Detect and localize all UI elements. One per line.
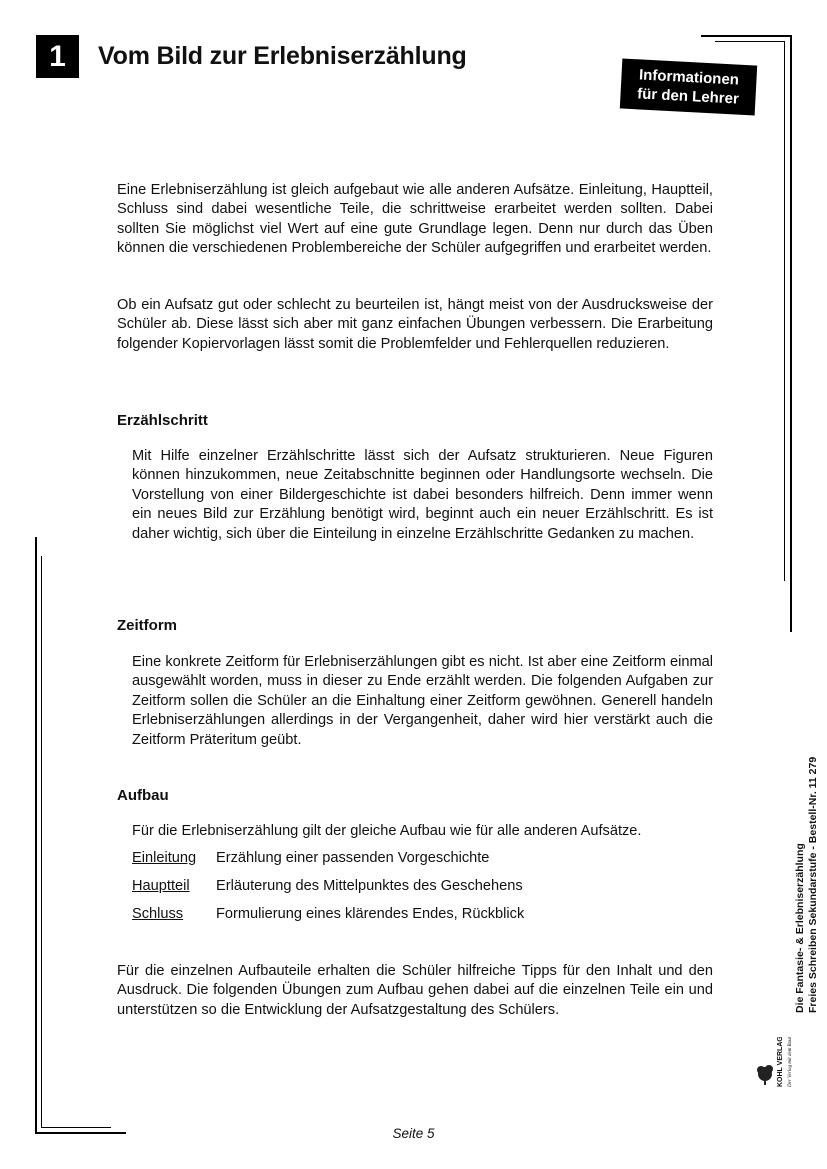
- term-description: Erzählung einer passenden Vorgeschichte: [216, 850, 490, 866]
- heading-erzaehlschritt: Erzählschritt: [117, 412, 208, 429]
- aufbau-item-hauptteil: [132, 877, 523, 896]
- frame-line-right-inner: [784, 41, 785, 581]
- badge-line-2: für den Lehrer: [636, 85, 740, 108]
- teacher-info-badge: [620, 59, 757, 116]
- chapter-number: 1: [36, 35, 79, 78]
- frame-line-top-outer: [701, 35, 792, 37]
- term-label: Hauptteil: [132, 878, 190, 894]
- intro-paragraph-1: Eine Erlebniserzählung ist gleich aufgebaut wie alle anderen Aufsätze. Einleitung, Hauptteil, Schluss sind dabei wesentliche Teile, die schrittweise erarbeitet werden sollten. Dabei sollten Sie möglichst viel Wert auf eine gute Grundlage legen. Denn nur durch das Üben können die verschiedenen Problembereiche der Schüler aufgegriffen und erarbeitet werden.: [117, 182, 713, 257]
- frame-line-left-outer: [35, 537, 37, 1134]
- side-line-2: Freies Schreiben Sekundarstufe - Bestell-Nr. 11 279: [807, 756, 819, 1013]
- term-description: Formulierung eines klärendes Endes, Rückblick: [216, 906, 525, 922]
- zeitform-text: Eine konkrete Zeitform für Erlebniserzählungen gibt es nicht. Ist aber eine Zeitform einmal ausgewählt worden, muss in dieser zu Ende erzählt werden. Die folgenden Aufgaben zur Zeitform sollen die Schüler an die Einhaltung einer Zeitform gewöhnen. Generell handeln Erlebniserzählungen allerdings in der Vergangenheit, daher wird hier verstärkt auch die Zeitform Präteritum geübt.: [132, 654, 713, 748]
- logo-tagline: Der Verlag mit dem Baum: [788, 1037, 793, 1087]
- tree-logo-icon: [756, 1037, 802, 1087]
- page-title: Vom Bild zur Erlebniserzählung: [98, 42, 467, 70]
- aufbau-intro: Für die Erlebniserzählung gilt der gleiche Aufbau wie für alle anderen Aufsätze.: [132, 823, 642, 839]
- erzaehlschritt-text: Mit Hilfe einzelner Erzählschritte lässt sich der Aufsatz strukturieren. Neue Figuren können hinzukommen, neue Zeitabschnitte beginnen oder Handlungsorte wechseln. Die Vorstellung von einer Bildergeschichte ist dabei besonders hilfreich. Denn immer wenn ein neues Bild zur Erzählung benötigt wird, beginnt auch ein neuer Erzählschritt. Es ist daher wichtig, sich über die Einteilung in einzelne Erzählschritte Gedanken zu machen.: [132, 448, 713, 542]
- intro-paragraph-2: Ob ein Aufsatz gut oder schlecht zu beurteilen ist, hängt meist von der Ausdrucksweise der Schüler ab. Diese lässt sich aber mit ganz einfachen Übungen verbessern. Die Erarbeitung folgender Kopiervorlagen lässt somit die Problemfelder und Fehlerquellen reduzieren.: [117, 297, 713, 352]
- frame-line-top-inner: [715, 41, 785, 42]
- frame-line-left-inner: [41, 556, 42, 1128]
- heading-aufbau: Aufbau: [117, 787, 169, 804]
- aufbau-item-schluss: [132, 905, 524, 924]
- badge-line-1: Informationen: [638, 66, 740, 89]
- side-publication-info: [794, 757, 820, 1013]
- frame-line-right-outer: [790, 35, 792, 632]
- term-description: Erläuterung des Mittelpunktes des Geschehens: [216, 878, 523, 894]
- publisher-logo: [756, 1037, 802, 1087]
- aufbau-item-einleitung: [132, 849, 489, 868]
- logo-text: KOHL VERLAG: [777, 1037, 784, 1087]
- heading-zeitform: Zeitform: [117, 617, 177, 634]
- term-label: Einleitung: [132, 850, 197, 866]
- term-label: Schluss: [132, 906, 184, 922]
- aufbau-closing: Für die einzelnen Aufbauteile erhalten die Schüler hilfreiche Tipps für den Inhalt und den Ausdruck. Die folgenden Übungen zum Aufbau gehen dabei auf die einzelnen Teile ein und unterstützen so die Entwicklung der Aufsatzgestaltung des Schülers.: [117, 963, 713, 1018]
- page-number: Seite 5: [392, 1126, 435, 1141]
- side-line-1: Die Fantasie- & Erlebniserzählung: [794, 843, 806, 1013]
